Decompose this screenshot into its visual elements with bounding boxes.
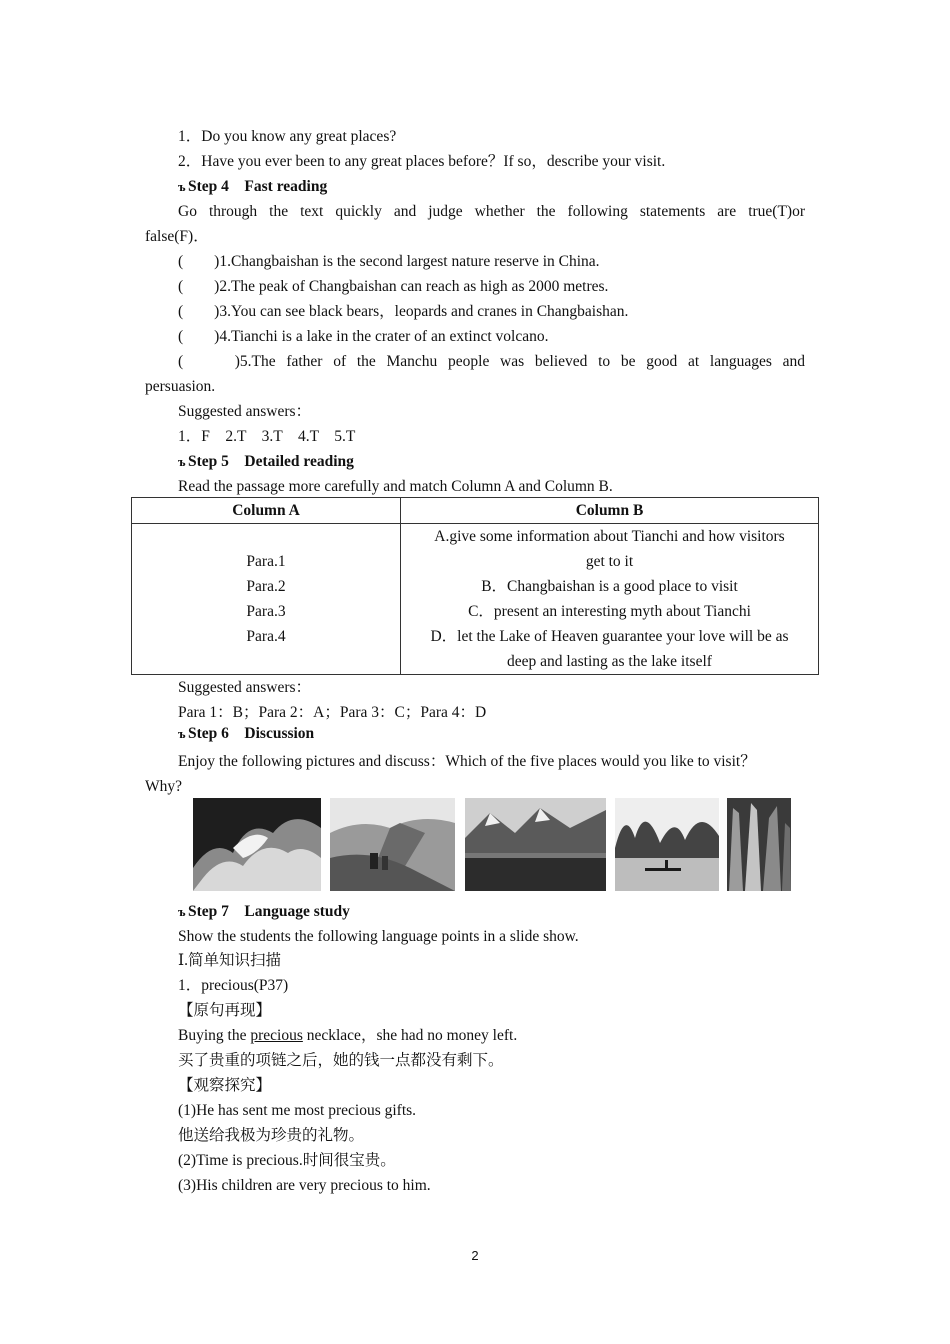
option-a-cont: get to it	[585, 553, 634, 570]
question-2: 2．Have you ever been to any great places before？If so，describe your visit.	[178, 153, 666, 170]
example-sentence: Buying the precious necklace，she had no money left.	[178, 1027, 518, 1044]
photo-guilin-river	[615, 798, 719, 891]
step6-instruction: Enjoy the following pictures and discuss：Which of the five places would you like to visit？	[178, 753, 756, 770]
statement-3: ( )3.You can see black bears，leopards and cranes in Changbaishan.	[178, 303, 629, 320]
photo-stone-forest	[727, 798, 791, 891]
step5-heading: ъ Step 5 Detailed reading	[178, 453, 354, 470]
step7-instruction: Show the students the following language points in a slide show.	[178, 928, 579, 945]
statement-5: ( )5.The father of the Manchu people was believed to be good at languages and	[178, 353, 805, 370]
column-a-header: Column A	[132, 498, 401, 524]
statement-4: ( )4.Tianchi is a lake in the crater of an extinct volcano.	[178, 328, 549, 345]
step4-answers-label: Suggested answers：	[178, 403, 312, 420]
para-1: Para.1	[246, 553, 286, 570]
statement-1: ( )1.Changbaishan is the second largest nature reserve in China.	[178, 253, 600, 270]
page-number: 2	[471, 1248, 479, 1263]
option-b: B．Changbaishan is a good place to visit	[481, 578, 738, 595]
photo-great-wall	[330, 798, 455, 891]
step7-heading: ъ Step 7 Language study	[178, 903, 350, 920]
statement-5-cont: persuasion.	[145, 378, 216, 395]
option-c: C．present an interesting myth about Tianchi	[468, 603, 751, 620]
step-marker: ъ	[178, 179, 186, 194]
para-3: Para.3	[246, 603, 286, 620]
step5-answers: Para 1：B；Para 2：A；Para 3：C；Para 4：D	[178, 704, 487, 721]
para-4: Para.4	[246, 628, 286, 645]
photo-waves	[193, 798, 321, 891]
question-1: 1．Do you know any great places?	[178, 128, 397, 145]
photo-tianchi-lake	[465, 798, 606, 891]
table-row	[132, 524, 819, 675]
option-a: A.give some information about Tianchi and how visitors	[434, 528, 785, 545]
para-2: Para.2	[246, 578, 286, 595]
example-3: (3)His children are very precious to him.	[178, 1177, 431, 1194]
original-sentence-label: 【原句再现】	[178, 1002, 272, 1019]
option-d-cont: deep and lasting as the lake itself	[507, 653, 712, 670]
step4-instruction: Go through the text quickly and judge whether the following statements are true(T)or	[178, 203, 805, 220]
step4-answers: 1．F 2.T 3.T 4.T 5.T	[178, 428, 356, 445]
step5-instruction: Read the passage more carefully and match Column A and Column B.	[178, 478, 613, 495]
example-2: (2)Time is precious.时间很宝贵。	[178, 1152, 396, 1169]
matching-table	[131, 497, 819, 675]
step4-heading: ъ Step 4 Fast reading	[178, 178, 328, 195]
step-marker: ъ	[178, 454, 186, 469]
step6-instruction-cont: Why?	[145, 778, 183, 795]
item-title: 1．precious(P37)	[178, 977, 289, 994]
explore-label: 【观察探究】	[178, 1077, 272, 1094]
option-d: D．let the Lake of Heaven guarantee your love will be as	[430, 628, 789, 645]
statement-2: ( )2.The peak of Changbaishan can reach as high as 2000 metres.	[178, 278, 609, 295]
example-1-translation: 他送给我极为珍贵的礼物。	[178, 1127, 365, 1144]
column-a-cell	[132, 524, 401, 675]
step5-answers-label: Suggested answers：	[178, 679, 312, 696]
column-b-cell	[401, 524, 819, 675]
table-header-row	[132, 498, 819, 524]
column-b-header: Column B	[401, 498, 819, 524]
step-marker: ъ	[178, 904, 186, 919]
step6-heading: ъ Step 6 Discussion	[178, 725, 315, 742]
section-title: Ⅰ.简单知识扫描	[178, 952, 281, 969]
example-translation: 买了贵重的项链之后，她的钱一点都没有剩下。	[178, 1052, 504, 1069]
underlined-word: precious	[250, 1027, 303, 1044]
example-1: (1)He has sent me most precious gifts.	[178, 1102, 417, 1119]
step-marker: ъ	[178, 726, 186, 741]
step4-instruction-cont: false(F)．	[145, 228, 209, 245]
